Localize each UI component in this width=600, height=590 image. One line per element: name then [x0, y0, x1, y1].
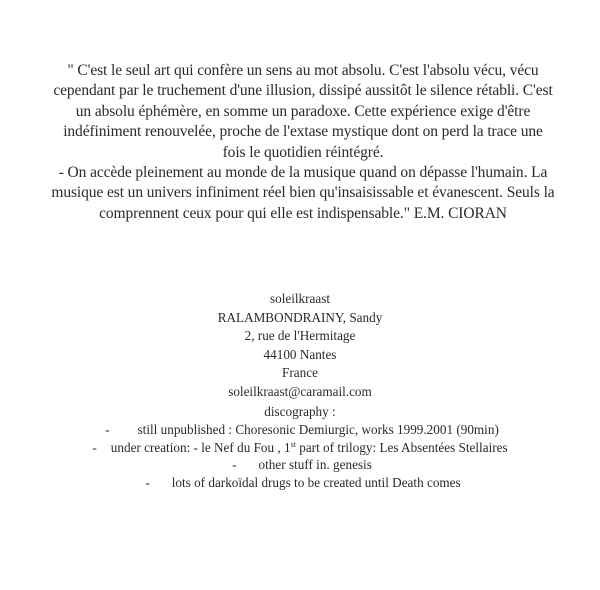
quote-line: un absolu éphémère, en somme un paradoxe. Cette expérience exige d'être — [75, 102, 531, 120]
list-dash: - — [105, 421, 110, 437]
contact-city: 44100 Nantes — [263, 346, 337, 362]
discography-item — [0, 456, 600, 474]
quote-line: indéfiniment renouvelée, proche de l'extase mystique dont on perd la trace une — [63, 123, 543, 141]
discography-item — [0, 474, 600, 492]
cioran-quote — [14, 61, 592, 224]
contact-email: soleilkraast@caramail.com — [228, 383, 372, 399]
contact-country: France — [282, 365, 318, 381]
quote-line: comprennent ceux pour qui elle est indispensable." E.M. CIORAN — [99, 204, 507, 222]
list-dash: - — [145, 475, 150, 491]
list-dash: - — [92, 439, 97, 455]
contact-block — [0, 290, 600, 402]
discography-item-text: part of trilogy: Les Absentées Stellaires — [295, 439, 508, 455]
discography-item-text: still unpublished : Choresonic Demiurgic, works 1999.2001 (90min) — [137, 421, 499, 437]
contact-name: RALAMBONDRAINY, Sandy — [217, 309, 383, 325]
quote-line: " C'est le seul art qui confère un sens au mot absolu. C'est l'absolu vécu, vécu — [67, 62, 539, 79]
quote-line: - On accède pleinement au monde de la musique quand on dépasse l'humain. La — [58, 164, 548, 182]
contact-alias: soleilkraast — [269, 291, 331, 306]
discography-item — [0, 421, 600, 439]
discography-item — [0, 439, 600, 457]
discography-item-text: lots of darkoïdal drugs to be created until Death comes — [171, 475, 461, 491]
quote-line: fois le quotidien réintégré. — [222, 143, 384, 161]
list-dash: - — [232, 457, 237, 473]
discography-block — [0, 403, 600, 492]
quote-line: cependant par le truchement d'une illusion, dissipé aussitôt le silence rétabli. C'est — [53, 82, 553, 100]
discography-item-text: other stuff in. genesis — [258, 457, 372, 473]
quote-line: musique est un univers infiniment réel bien qu'insaisissable et évanescent. Seuls la — [51, 184, 555, 202]
contact-street: 2, rue de l'Hermitage — [244, 328, 356, 344]
discography-item-text: under creation: - le Nef du Fou , 1 — [110, 439, 291, 455]
ordinal-suffix: st — [290, 439, 296, 449]
discography-heading: discography : — [264, 404, 336, 419]
